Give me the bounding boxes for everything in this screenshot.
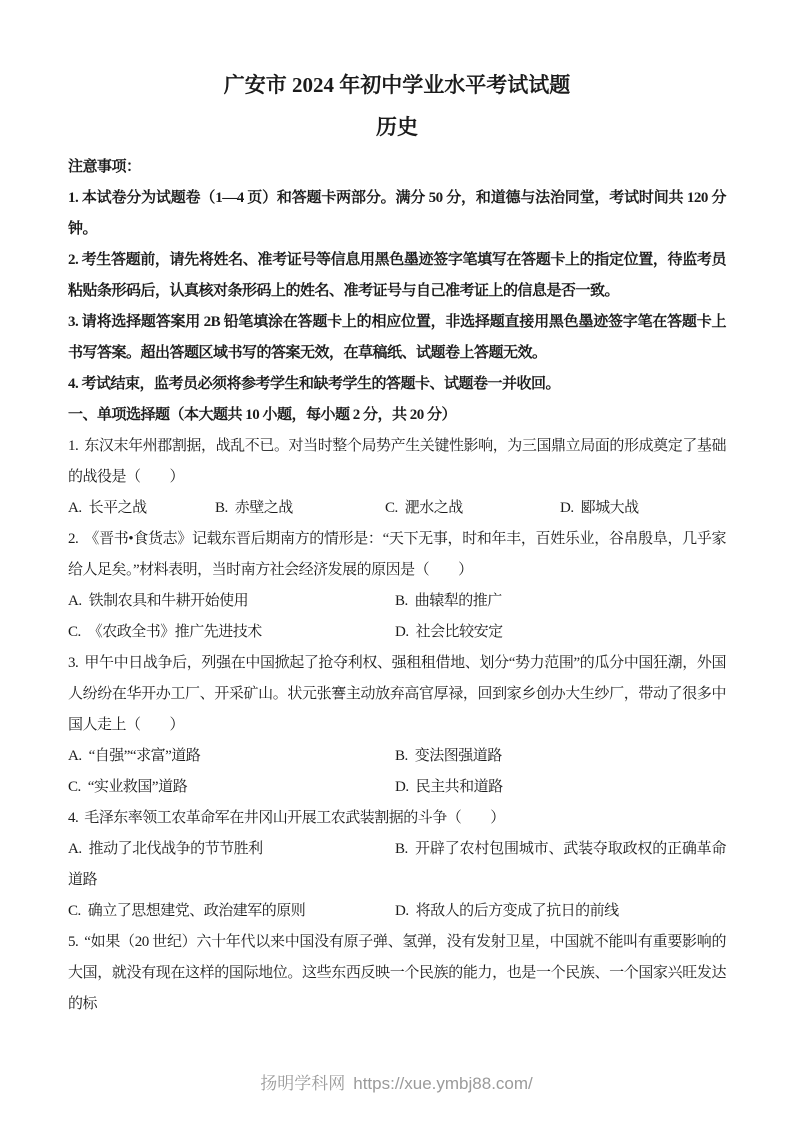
question-text: “如果（20 世纪）六十年代以来中国没有原子弹、氢弹，没有发射卫星，中国就不能叫有重要影响的大国，就没有现在这样的国际地位。这些东西反映一个民族的能力，也是一个民族、一个国家兴旺发达的标 (68, 934, 726, 1012)
option-text: “实业救国”道路 (87, 779, 188, 795)
option-text: 民主共和道路 (415, 779, 503, 795)
option-text: 《农政全书》推广先进技术 (87, 624, 262, 640)
question-3-stem (68, 648, 726, 741)
question-text: 东汉末年州郡割据，战乱不已。对当时整个局势产生关键性影响，为三国鼎立局面的形成奠定了基础的战役是（ ） (68, 438, 726, 485)
notice-item-4: 4. 考试结束，监考员必须将参考学生和缺考学生的答题卡、试题卷一并收回。 (68, 376, 561, 392)
option-c (68, 896, 395, 927)
option-text: 铁制农具和牛耕开始使用 (88, 593, 249, 609)
option-label: D. (560, 500, 574, 516)
option-c (68, 772, 395, 803)
option-text: 赤壁之战 (234, 500, 293, 516)
notice-heading: 注意事项： (68, 159, 141, 175)
footer-watermark (0, 1072, 793, 1096)
option-c (68, 617, 395, 648)
option-label: B. (395, 748, 408, 764)
option-label: C. (68, 903, 81, 919)
option-text: 郾城大战 (580, 500, 639, 516)
option-text: 开辟了农村包围城市、武装夺取政权的正确革命道路 (68, 841, 726, 888)
question-4-stem (68, 803, 726, 834)
option-b (215, 493, 385, 524)
question-2-options-row-1 (68, 586, 726, 617)
question-number: 5. (68, 934, 79, 950)
question-3-options-row-2 (68, 772, 726, 803)
option-label: B. (215, 500, 228, 516)
section-heading: 一、单项选择题（本大题共 10 小题，每小题 2 分，共 20 分） (68, 407, 457, 423)
question-number: 2. (68, 531, 79, 547)
site-name: 扬明学科网 (260, 1074, 346, 1093)
option-label: C. (68, 624, 81, 640)
notice-item-1: 1. 本试卷分为试题卷（1—4 页）和答题卡两部分。满分 50 分，和道德与法治同堂，考试时间共 120 分钟。 (68, 190, 726, 237)
option-label: B. (395, 841, 408, 857)
question-5-stem (68, 927, 726, 1020)
option-c (385, 493, 560, 524)
option-a (68, 586, 395, 617)
option-label: C. (68, 779, 81, 795)
option-label: C. (385, 500, 398, 516)
option-label: A. (68, 841, 82, 857)
question-number: 1. (68, 438, 79, 454)
option-d (395, 772, 503, 803)
option-text: 社会比较安定 (415, 624, 503, 640)
option-text: 确立了思想建党、政治建军的原则 (87, 903, 306, 919)
question-4-options-row-2 (68, 896, 726, 927)
option-label: D. (395, 903, 409, 919)
notice-item-3: 3. 请将选择题答案用 2B 铅笔填涂在答题卡上的相应位置，非选择题直接用黑色墨迹签字笔在答题卡上书写答案。超出答题区域书写的答案无效，在草稿纸、试题卷上答题无效。 (68, 314, 726, 361)
option-label: D. (395, 624, 409, 640)
site-url: https://xue.ymbj88.com/ (353, 1074, 533, 1093)
question-2-stem (68, 524, 726, 586)
question-4-options-row-1 (68, 834, 726, 896)
option-label: B. (395, 593, 408, 609)
option-text: “自强”“求富”道路 (88, 748, 201, 764)
subject-title: 历史 (376, 115, 418, 139)
option-label: A. (68, 748, 82, 764)
option-b (395, 741, 502, 772)
option-d (395, 896, 619, 927)
question-text: 《晋书•食货志》记载东晋后期南方的情形是：“天下无事，时和年丰，百姓乐业，谷帛殷阜，几乎家给人足矣。”材料表明，当时南方社会经济发展的原因是（ ） (68, 531, 726, 578)
option-label: A. (68, 500, 82, 516)
option-text: 将敌人的后方变成了抗日的前线 (415, 903, 619, 919)
question-text: 甲午中日战争后，列强在中国掀起了抢夺利权、强租租借地、划分“势力范围”的瓜分中国狂潮，外国人纷纷在华开办工厂、开采矿山。状元张謇主动放弃高官厚禄，回到家乡创办大生纱厂，带动了很多中国人走上（ ） (68, 655, 726, 733)
question-1-stem (68, 431, 726, 493)
question-number: 4. (68, 810, 79, 826)
option-text: 变法图强道路 (414, 748, 502, 764)
option-text: 长平之战 (88, 500, 147, 516)
option-d (560, 493, 639, 524)
option-text: 淝水之战 (404, 500, 463, 516)
question-number: 3. (68, 655, 79, 671)
option-a (68, 493, 215, 524)
option-label: D. (395, 779, 409, 795)
option-text: 推动了北伐战争的节节胜利 (88, 841, 263, 857)
option-label: A. (68, 593, 82, 609)
question-3-options-row-1 (68, 741, 726, 772)
notice-item-2: 2. 考生答题前，请先将姓名、准考证号等信息用黑色墨迹签字笔填写在答题卡上的指定位置，待监考员粘贴条形码后，认真核对条形码上的姓名、准考证号与自己准考证上的信息是否一致。 (68, 252, 726, 299)
option-d (395, 617, 503, 648)
question-1-options (68, 493, 726, 524)
option-a (68, 834, 263, 865)
page-content (68, 0, 726, 1020)
page-title: 广安市 2024 年初中学业水平考试试题 (223, 73, 571, 97)
option-b (395, 586, 502, 617)
question-text: 毛泽东率领工农革命军在井冈山开展工农武装割据的斗争（ ） (84, 810, 505, 826)
option-a (68, 741, 395, 772)
question-2-options-row-2 (68, 617, 726, 648)
option-text: 曲辕犁的推广 (414, 593, 502, 609)
